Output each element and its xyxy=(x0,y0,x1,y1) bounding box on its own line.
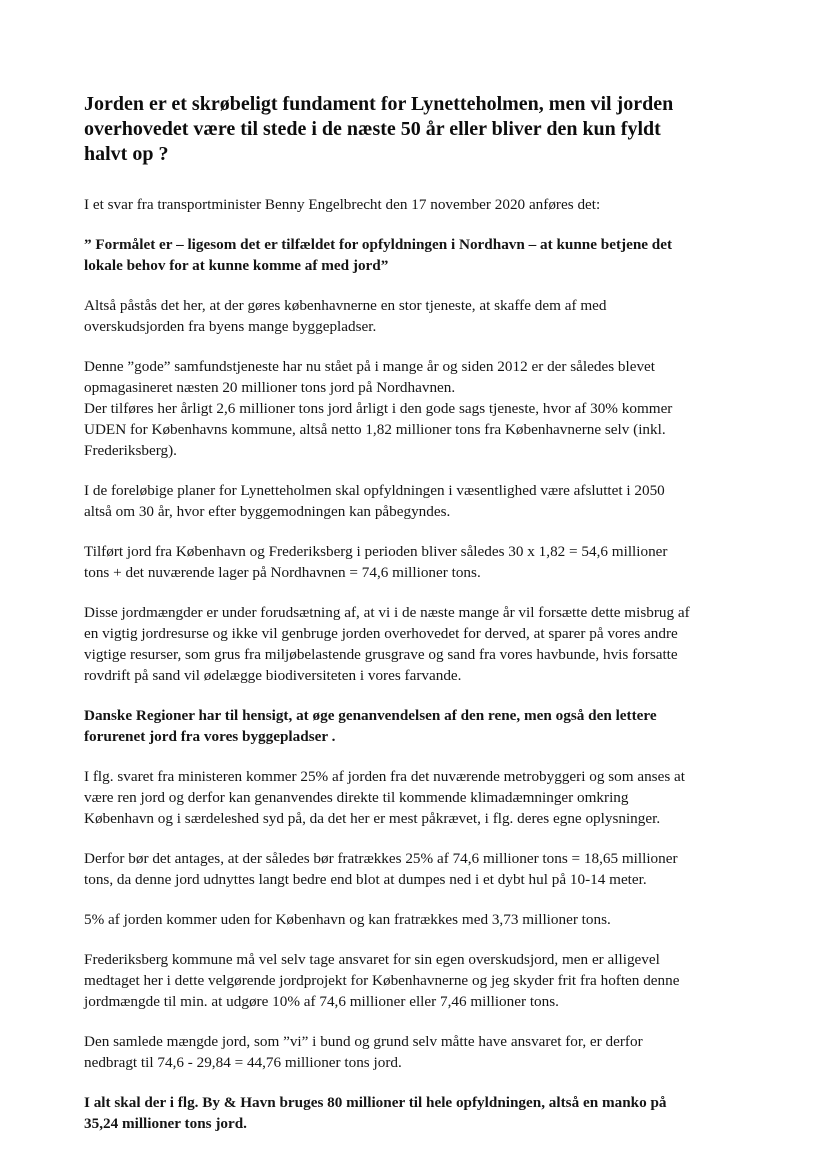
text-line: Tilført jord fra København og Frederiksberg i perioden bliver således 30 x 1,82 = 54,6 millioner xyxy=(84,543,668,560)
text-line: tons, da denne jord udnyttes langt bedre end blot at dumpes ned i et dybt hul på 10-14 meter. xyxy=(84,871,647,888)
text-line: være ren jord og derfor kan genanvendes direkte til kommende klimadæmninger omkring xyxy=(84,789,629,806)
text-line: Disse jordmængder er under forudsætning af, at vi i de næste mange år vil forsætte dette misbrug af xyxy=(84,604,690,621)
title-line: halvt op ? xyxy=(84,143,169,165)
text-line: forurenet jord fra vores byggepladser . xyxy=(84,728,336,745)
title-line: Jorden er et skrøbeligt fundament for Lynetteholmen, men vil jorden xyxy=(84,93,674,115)
text-line: UDEN for Københavns kommune, altså netto 1,82 millioner tons fra Københavnerne selv (inkl. xyxy=(84,421,666,438)
text-line: I et svar fra transportminister Benny Engelbrecht den 17 november 2020 anføres det: xyxy=(84,196,601,213)
text-line: Derfor bør det antages, at der således bør fratrækkes 25% af 74,6 millioner tons = 18,65 millioner xyxy=(84,850,678,867)
text-line: jordmængde til min. at udgøre 10% af 74,6 millioner eller 7,46 millioner tons. xyxy=(84,993,559,1010)
text-line: medtaget her i dette velgørende jordprojekt for Københavnerne og jeg skyder frit fra hoften denne xyxy=(84,972,680,989)
text-line: I de foreløbige planer for Lynetteholmen skal opfyldningen i væsentlighed være afsluttet i 2050 xyxy=(84,482,665,499)
text-line: overskudsjorden fra byens mange byggepladser. xyxy=(84,318,377,335)
text-line: vigtige resurser, som grus fra miljøbelastende grusgrave og sand fra vores havbunde, hvis forsatte xyxy=(84,646,678,663)
text-line: 5% af jorden kommer uden for København og kan fratrækkes med 3,73 millioner tons. xyxy=(84,911,611,928)
body-paragraph xyxy=(84,1031,734,1073)
document-page xyxy=(84,92,734,1153)
body-paragraph xyxy=(84,848,734,890)
text-line: Denne ”gode” samfundstjeneste har nu stået på i mange år og siden 2012 er der således blevet xyxy=(84,358,656,375)
text-line: Frederiksberg). xyxy=(84,442,177,459)
text-line: Frederiksberg kommune må vel selv tage ansvaret for sin egen overskudsjord, men er alligevel xyxy=(84,951,660,968)
body-paragraph xyxy=(84,295,734,337)
body-paragraph xyxy=(84,480,734,522)
text-line: I flg. svaret fra ministeren kommer 25% af jorden fra det nuværende metrobyggeri og som anses at xyxy=(84,768,685,785)
text-line: 35,24 millioner tons jord. xyxy=(84,1115,247,1132)
text-line: lokale behov for at kunne komme af med jord” xyxy=(84,257,389,274)
text-line: Den samlede mængde jord, som ”vi” i bund og grund selv måtte have ansvaret for, er derfor xyxy=(84,1033,643,1050)
text-line: I alt skal der i flg. By & Havn bruges 80 millioner til hele opfyldningen, altså en manko på xyxy=(84,1094,667,1111)
text-line: ” Formålet er – ligesom det er tilfældet for opfyldningen i Nordhavn – at kunne betjene det xyxy=(84,236,673,253)
body-paragraph xyxy=(84,356,734,461)
conclusion-paragraph xyxy=(84,1092,734,1134)
text-line: rovdrift på sand vil ødelægge biodiversiteten i vores farvande. xyxy=(84,667,462,684)
body-paragraph xyxy=(84,949,734,1012)
text-line: Altså påstås det her, at der gøres københavnerne en stor tjeneste, at skaffe dem af med xyxy=(84,297,607,314)
quote-paragraph xyxy=(84,234,734,276)
body-paragraph xyxy=(84,602,734,686)
body-paragraph xyxy=(84,541,734,583)
highlight-paragraph xyxy=(84,705,734,747)
body-paragraph xyxy=(84,909,734,930)
text-line: København og i særdeleshed syd på, da det her er mest påkrævet, i flg. deres egne oplysninger. xyxy=(84,810,661,827)
intro-paragraph xyxy=(84,194,734,215)
text-line: tons + det nuværende lager på Nordhavnen = 74,6 millioner tons. xyxy=(84,564,481,581)
text-line: en vigtig jordresurse og ikke vil genbruge jorden overhovedet for derved, at sparer på vores andre xyxy=(84,625,678,642)
text-line: nedbragt til 74,6 - 29,84 = 44,76 millioner tons jord. xyxy=(84,1054,402,1071)
body-paragraph xyxy=(84,766,734,829)
text-line: Der tilføres her årligt 2,6 millioner tons jord årligt i den gode sags tjeneste, hvor af 30% kommer xyxy=(84,400,673,417)
document-title xyxy=(84,92,734,167)
text-line: opmagasineret næsten 20 millioner tons jord på Nordhavnen. xyxy=(84,379,456,396)
title-line: overhovedet være til stede i de næste 50 år eller bliver den kun fyldt xyxy=(84,118,661,140)
text-line: altså om 30 år, hvor efter byggemodningen kan påbegyndes. xyxy=(84,503,451,520)
text-line: Danske Regioner har til hensigt, at øge genanvendelsen af den rene, men også den lettere xyxy=(84,707,657,724)
